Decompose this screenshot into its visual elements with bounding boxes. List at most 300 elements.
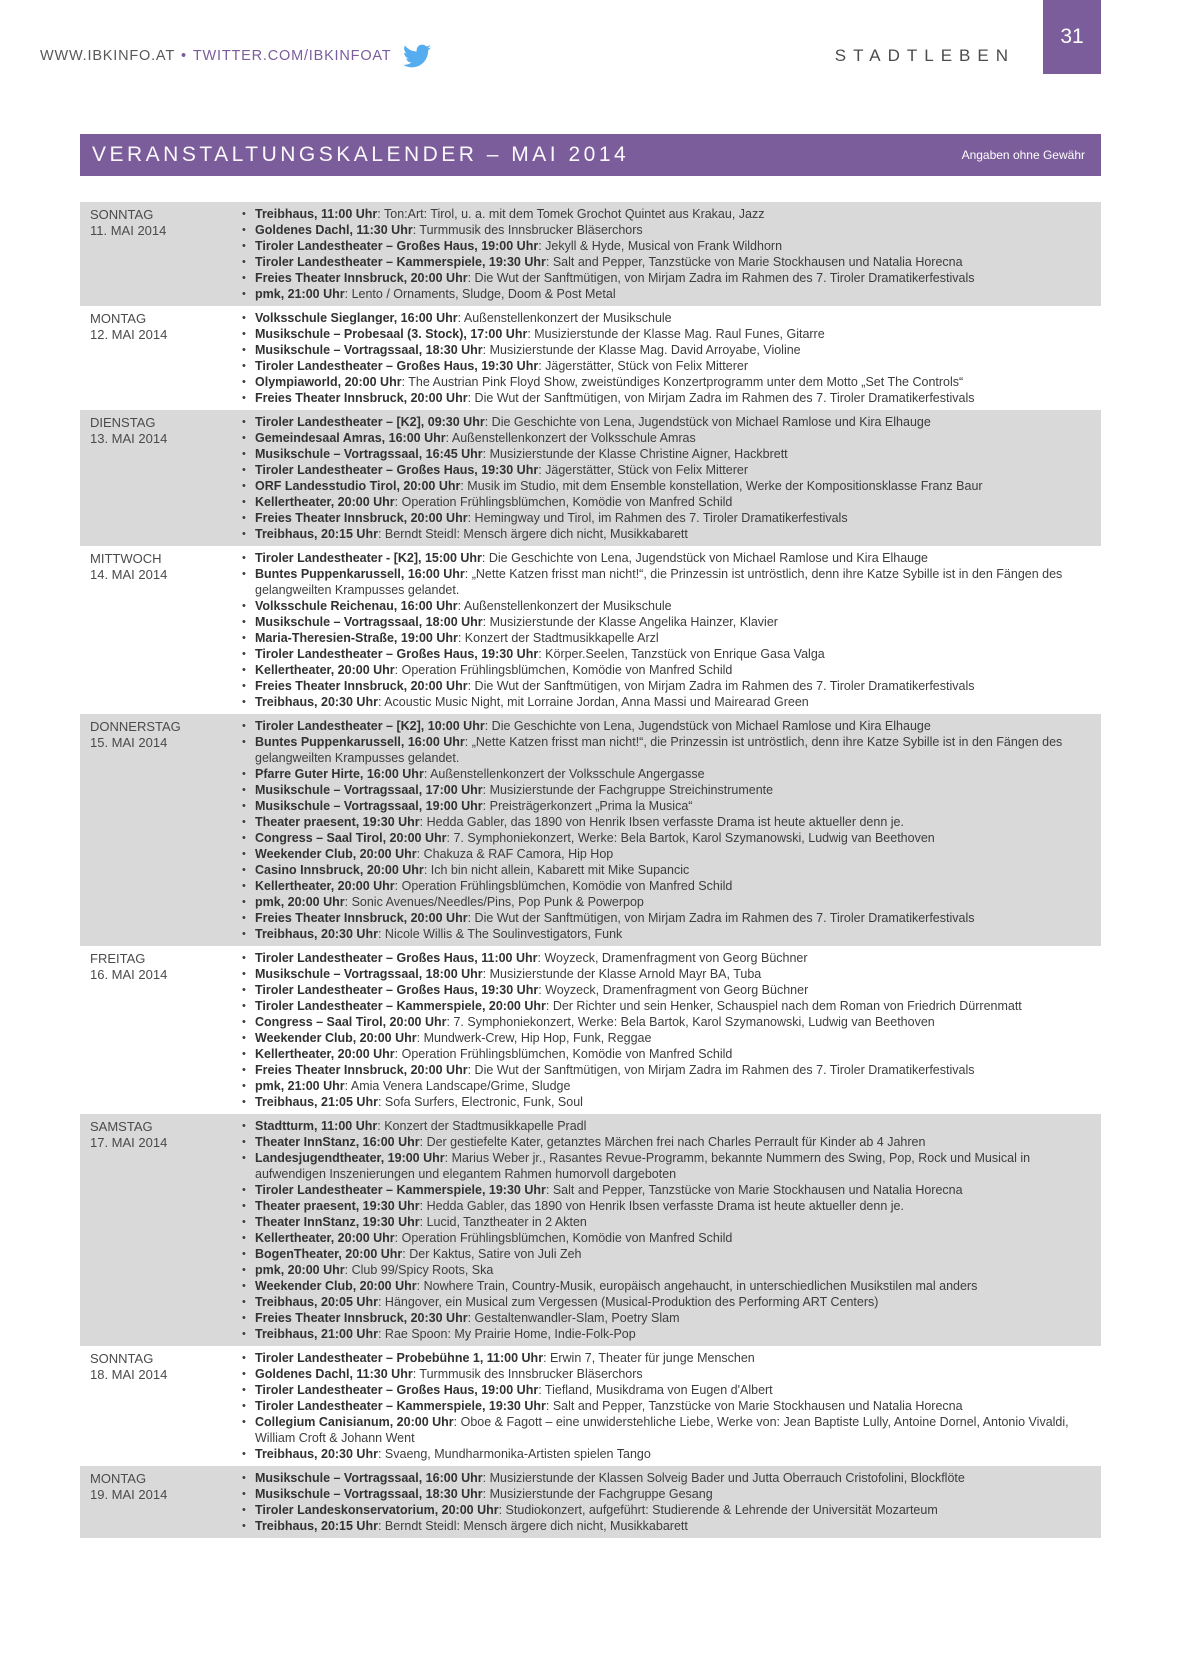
bullet-icon: • bbox=[242, 328, 246, 340]
event-venue-time: Treibhaus, 20:30 Uhr bbox=[255, 695, 378, 709]
event-text: Congress – Saal Tirol, 20:00 Uhr: 7. Symphoniekonzert, Werke: Bela Bartok, Karol Szymanowski, Ludwig van Beethoven bbox=[255, 1015, 935, 1029]
event-venue-time: pmk, 20:00 Uhr bbox=[255, 895, 345, 909]
bullet-icon: • bbox=[242, 912, 246, 924]
day-date: 19. MAI 2014 bbox=[90, 1487, 168, 1502]
day-date: 13. MAI 2014 bbox=[90, 431, 168, 446]
banner-disclaimer: Angaben ohne Gewähr bbox=[961, 148, 1085, 162]
event-text: Musikschule – Vortragssaal, 17:00 Uhr: Musizierstunde der Fachgruppe Streichinstrumente bbox=[255, 783, 774, 797]
day-date: 15. MAI 2014 bbox=[90, 735, 168, 750]
bullet-icon: • bbox=[242, 1488, 246, 1500]
event-text: Freies Theater Innsbruck, 20:00 Uhr: Die Wut der Sanftmütigen, von Mirjam Zadra im Rahmen des 7. Tiroler Dramatikerfestivals bbox=[255, 679, 975, 693]
event-item bbox=[240, 894, 1095, 910]
event-item bbox=[240, 1414, 1095, 1446]
event-text: Tiroler Landestheater – Großes Haus, 19:00 Uhr: Jekyll & Hyde, Musical von Frank Wildhorn bbox=[255, 239, 783, 253]
day-date: 18. MAI 2014 bbox=[90, 1367, 168, 1382]
separator-dot: • bbox=[180, 48, 187, 64]
bullet-icon: • bbox=[242, 1312, 246, 1324]
page-number: 31 bbox=[1043, 0, 1101, 74]
event-text: Tiroler Landestheater – Großes Haus, 11:00 Uhr: Woyzeck, Dramenfragment von Georg Büchner bbox=[255, 951, 808, 965]
event-item bbox=[240, 1094, 1095, 1110]
event-text: pmk, 21:00 Uhr: Amia Venera Landscape/Grime, Sludge bbox=[255, 1079, 571, 1093]
event-item bbox=[240, 614, 1095, 630]
event-item bbox=[240, 1230, 1095, 1246]
bullet-icon: • bbox=[242, 1400, 246, 1412]
bullet-icon: • bbox=[242, 240, 246, 252]
event-item bbox=[240, 1398, 1095, 1414]
day-name: SAMSTAG bbox=[90, 1119, 153, 1134]
event-venue-time: Kellertheater, 20:00 Uhr bbox=[255, 1231, 395, 1245]
event-text: Collegium Canisianum, 20:00 Uhr: Oboe & Fagott – eine unwiderstehliche Liebe, Werke von: Jean Baptiste Lully, Antoine Dornel, Antonio Vivaldi, William Croft & Johann Went bbox=[255, 1415, 1069, 1445]
day-label bbox=[80, 414, 240, 542]
day-name: SONNTAG bbox=[90, 1351, 154, 1366]
event-venue-time: Congress – Saal Tirol, 20:00 Uhr bbox=[255, 831, 447, 845]
day-name: MONTAG bbox=[90, 311, 147, 326]
event-item bbox=[240, 678, 1095, 694]
bullet-icon: • bbox=[242, 632, 246, 644]
event-text: Volksschule Reichenau, 16:00 Uhr: Außenstellenkonzert der Musikschule bbox=[255, 599, 672, 613]
event-item bbox=[240, 1294, 1095, 1310]
event-item bbox=[240, 982, 1095, 998]
event-text: BogenTheater, 20:00 Uhr: Der Kaktus, Satire von Juli Zeh bbox=[255, 1247, 582, 1261]
event-venue-time: Tiroler Landestheater – Probebühne 1, 11:00 Uhr bbox=[255, 1351, 544, 1365]
event-item bbox=[240, 254, 1095, 270]
calendar-rows bbox=[80, 202, 1101, 1538]
event-venue-time: Tiroler Landestheater – Großes Haus, 19:30 Uhr bbox=[255, 463, 539, 477]
event-venue-time: Treibhaus, 20:30 Uhr bbox=[255, 927, 378, 941]
bullet-icon: • bbox=[242, 768, 246, 780]
event-item bbox=[240, 630, 1095, 646]
event-item bbox=[240, 846, 1095, 862]
event-text: Tiroler Landestheater – Kammerspiele, 19:30 Uhr: Salt and Pepper, Tanzstücke von Marie Stockhausen und Natalia Horecna bbox=[255, 1183, 963, 1197]
event-text: Treibhaus, 20:05 Uhr: Hängover, ein Musical zum Vergessen (Musical-Produktion des Performing ART Centers) bbox=[255, 1295, 879, 1309]
bullet-icon: • bbox=[242, 784, 246, 796]
event-item bbox=[240, 1382, 1095, 1398]
event-venue-time: Theater praesent, 19:30 Uhr bbox=[255, 1199, 420, 1213]
event-item bbox=[240, 494, 1095, 510]
bullet-icon: • bbox=[242, 312, 246, 324]
event-item bbox=[240, 694, 1095, 710]
event-text: Maria-Theresien-Straße, 19:00 Uhr: Konzert der Stadtmusikkapelle Arzl bbox=[255, 631, 659, 645]
event-item bbox=[240, 1014, 1095, 1030]
event-text: Olympiaworld, 20:00 Uhr: The Austrian Pink Floyd Show, zweistündiges Konzertprogramm unter dem Motto „Set The Controls“ bbox=[255, 375, 964, 389]
event-item bbox=[240, 1486, 1095, 1502]
bullet-icon: • bbox=[242, 800, 246, 812]
day-name: MONTAG bbox=[90, 1471, 147, 1486]
event-venue-time: Treibhaus, 20:15 Uhr bbox=[255, 527, 378, 541]
day-row bbox=[80, 202, 1101, 306]
bullet-icon: • bbox=[242, 1416, 246, 1428]
event-item bbox=[240, 358, 1095, 374]
event-venue-time: Landesjugendtheater, 19:00 Uhr bbox=[255, 1151, 445, 1165]
bullet-icon: • bbox=[242, 208, 246, 220]
bullet-icon: • bbox=[242, 392, 246, 404]
bullet-icon: • bbox=[242, 480, 246, 492]
event-item bbox=[240, 1062, 1095, 1078]
day-row bbox=[80, 410, 1101, 546]
event-text: Buntes Puppenkarussell, 16:00 Uhr: „Nette Katzen frisst man nicht!“, die Prinzessin ist untröstlich, denn ihre Katze Sybille ist in den Fängen des gelangweilten Krampusses gelandet. bbox=[255, 735, 1063, 765]
event-item bbox=[240, 310, 1095, 326]
bullet-icon: • bbox=[242, 648, 246, 660]
bullet-icon: • bbox=[242, 928, 246, 940]
event-text: Tiroler Landestheater – Kammerspiele, 20:00 Uhr: Der Richter und sein Henker, Schauspiel nach dem Roman von Friedrich Dürrenmatt bbox=[255, 999, 1022, 1013]
event-item bbox=[240, 550, 1095, 566]
bullet-icon: • bbox=[242, 1472, 246, 1484]
event-text: Treibhaus, 20:15 Uhr: Berndt Steidl: Mensch ärgere dich nicht, Musikkabarett bbox=[255, 527, 688, 541]
event-item bbox=[240, 862, 1095, 878]
event-text: Tiroler Landestheater – Kammerspiele, 19:30 Uhr: Salt and Pepper, Tanzstücke von Marie Stockhausen und Natalia Horecna bbox=[255, 1399, 963, 1413]
bullet-icon: • bbox=[242, 1232, 246, 1244]
event-item bbox=[240, 206, 1095, 222]
event-item bbox=[240, 390, 1095, 406]
event-venue-time: Tiroler Landestheater – Kammerspiele, 19:30 Uhr bbox=[255, 1399, 546, 1413]
event-item bbox=[240, 814, 1095, 830]
event-text: Tiroler Landestheater – [K2], 10:00 Uhr: Die Geschichte von Lena, Jugendstück von Michael Ramlose und Kira Elhauge bbox=[255, 719, 931, 733]
event-text: Musikschule – Vortragssaal, 18:00 Uhr: Musizierstunde der Klasse Arnold Mayr BA, Tuba bbox=[255, 967, 762, 981]
event-venue-time: Buntes Puppenkarussell, 16:00 Uhr bbox=[255, 567, 465, 581]
day-date: 11. MAI 2014 bbox=[90, 223, 167, 238]
day-label bbox=[80, 1470, 240, 1534]
event-venue-time: Tiroler Landestheater – Großes Haus, 19:00 Uhr bbox=[255, 1383, 539, 1397]
event-venue-time: Tiroler Landestheater – Kammerspiele, 19:30 Uhr bbox=[255, 255, 546, 269]
event-item bbox=[240, 462, 1095, 478]
event-item bbox=[240, 1502, 1095, 1518]
event-venue-time: Kellertheater, 20:00 Uhr bbox=[255, 879, 395, 893]
bullet-icon: • bbox=[242, 880, 246, 892]
event-venue-time: Congress – Saal Tirol, 20:00 Uhr bbox=[255, 1015, 447, 1029]
bullet-icon: • bbox=[242, 416, 246, 428]
day-row bbox=[80, 1346, 1101, 1466]
event-item bbox=[240, 782, 1095, 798]
event-text: Tiroler Landeskonservatorium, 20:00 Uhr: Studiokonzert, aufgeführt: Studierende & Lehrende der Universität Mozarteum bbox=[255, 1503, 938, 1517]
bullet-icon: • bbox=[242, 968, 246, 980]
bullet-icon: • bbox=[242, 832, 246, 844]
event-venue-time: Tiroler Landestheater – [K2], 10:00 Uhr bbox=[255, 719, 485, 733]
event-venue-time: Treibhaus, 21:05 Uhr bbox=[255, 1095, 378, 1109]
event-item bbox=[240, 662, 1095, 678]
events-list bbox=[240, 550, 1101, 710]
event-venue-time: Gemeindesaal Amras, 16:00 Uhr bbox=[255, 431, 446, 445]
event-venue-time: Theater InnStanz, 19:30 Uhr bbox=[255, 1215, 420, 1229]
event-item bbox=[240, 734, 1095, 766]
day-date: 14. MAI 2014 bbox=[90, 567, 168, 582]
event-item bbox=[240, 1326, 1095, 1342]
event-item bbox=[240, 430, 1095, 446]
event-venue-time: Weekender Club, 20:00 Uhr bbox=[255, 1279, 417, 1293]
day-label bbox=[80, 718, 240, 942]
bullet-icon: • bbox=[242, 1120, 246, 1132]
bullet-icon: • bbox=[242, 1296, 246, 1308]
event-item bbox=[240, 798, 1095, 814]
event-text: Casino Innsbruck, 20:00 Uhr: Ich bin nicht allein, Kabarett mit Mike Supancic bbox=[255, 863, 690, 877]
event-venue-time: Maria-Theresien-Straße, 19:00 Uhr bbox=[255, 631, 458, 645]
bullet-icon: • bbox=[242, 1216, 246, 1228]
bullet-icon: • bbox=[242, 1152, 246, 1164]
bullet-icon: • bbox=[242, 600, 246, 612]
bullet-icon: • bbox=[242, 616, 246, 628]
event-venue-time: Freies Theater Innsbruck, 20:30 Uhr bbox=[255, 1311, 468, 1325]
event-venue-time: Kellertheater, 20:00 Uhr bbox=[255, 1047, 395, 1061]
events-list bbox=[240, 950, 1101, 1110]
event-venue-time: Goldenes Dachl, 11:30 Uhr bbox=[255, 223, 413, 237]
event-venue-time: Tiroler Landestheater - [K2], 15:00 Uhr bbox=[255, 551, 482, 565]
event-venue-time: ORF Landesstudio Tirol, 20:00 Uhr bbox=[255, 479, 461, 493]
bullet-icon: • bbox=[242, 528, 246, 540]
event-venue-time: Tiroler Landestheater – [K2], 09:30 Uhr bbox=[255, 415, 485, 429]
website-url[interactable]: WWW.IBKINFO.AT bbox=[40, 48, 175, 64]
event-venue-time: Tiroler Landestheater – Kammerspiele, 19:30 Uhr bbox=[255, 1183, 546, 1197]
event-item bbox=[240, 718, 1095, 734]
event-text: Freies Theater Innsbruck, 20:00 Uhr: Die Wut der Sanftmütigen, von Mirjam Zadra im Rahmen des 7. Tiroler Dramatikerfestivals bbox=[255, 391, 975, 405]
bullet-icon: • bbox=[242, 984, 246, 996]
event-text: Musikschule – Vortragssaal, 16:00 Uhr: Musizierstunde der Klassen Solveig Bader und Jutta Oberrauch Cristofolini, Blockflöte bbox=[255, 1471, 965, 1485]
event-text: Freies Theater Innsbruck, 20:00 Uhr: Die Wut der Sanftmütigen, von Mirjam Zadra im Rahmen des 7. Tiroler Dramatikerfestivals bbox=[255, 271, 975, 285]
bullet-icon: • bbox=[242, 848, 246, 860]
day-label bbox=[80, 950, 240, 1110]
event-text: Tiroler Landestheater - [K2], 15:00 Uhr: Die Geschichte von Lena, Jugendstück von Michael Ramlose und Kira Elhauge bbox=[255, 551, 929, 565]
event-text: Treibhaus, 20:15 Uhr: Berndt Steidl: Mensch ärgere dich nicht, Musikkabarett bbox=[255, 1519, 688, 1533]
event-venue-time: Volksschule Reichenau, 16:00 Uhr bbox=[255, 599, 458, 613]
events-list bbox=[240, 414, 1101, 542]
bullet-icon: • bbox=[242, 224, 246, 236]
event-venue-time: Tiroler Landestheater – Großes Haus, 11:00 Uhr bbox=[255, 951, 538, 965]
event-venue-time: Freies Theater Innsbruck, 20:00 Uhr bbox=[255, 511, 468, 525]
bullet-icon: • bbox=[242, 496, 246, 508]
event-venue-time: Goldenes Dachl, 11:30 Uhr bbox=[255, 1367, 413, 1381]
event-venue-time: Treibhaus, 20:05 Uhr bbox=[255, 1295, 378, 1309]
event-item bbox=[240, 1182, 1095, 1198]
day-name: DONNERSTAG bbox=[90, 719, 181, 734]
event-text: Treibhaus, 20:30 Uhr: Acoustic Music Night, mit Lorraine Jordan, Anna Massi und Mairearad Green bbox=[255, 695, 809, 709]
event-venue-time: Tiroler Landestheater – Großes Haus, 19:00 Uhr bbox=[255, 239, 539, 253]
event-venue-time: Musikschule – Vortragssaal, 17:00 Uhr bbox=[255, 783, 483, 797]
day-name: SONNTAG bbox=[90, 207, 154, 222]
event-text: Kellertheater, 20:00 Uhr: Operation Frühlingsblümchen, Komödie von Manfred Schild bbox=[255, 663, 733, 677]
event-text: Tiroler Landestheater – Probebühne 1, 11:00 Uhr: Erwin 7, Theater für junge Menschen bbox=[255, 1351, 755, 1365]
event-item bbox=[240, 222, 1095, 238]
events-list bbox=[240, 1470, 1101, 1534]
event-text: Musikschule – Vortragssaal, 16:45 Uhr: Musizierstunde der Klasse Christine Aigner, Hackbrett bbox=[255, 447, 788, 461]
event-item bbox=[240, 1262, 1095, 1278]
bullet-icon: • bbox=[242, 1016, 246, 1028]
day-row bbox=[80, 306, 1101, 410]
day-row bbox=[80, 1466, 1101, 1538]
bullet-icon: • bbox=[242, 1048, 246, 1060]
day-name: DIENSTAG bbox=[90, 415, 156, 430]
event-venue-time: Kellertheater, 20:00 Uhr bbox=[255, 495, 395, 509]
bullet-icon: • bbox=[242, 1520, 246, 1532]
day-name: FREITAG bbox=[90, 951, 146, 966]
event-venue-time: Musikschule – Vortragssaal, 16:00 Uhr bbox=[255, 1471, 483, 1485]
event-text: Treibhaus, 20:30 Uhr: Nicole Willis & The Soulinvestigators, Funk bbox=[255, 927, 623, 941]
event-venue-time: Freies Theater Innsbruck, 20:00 Uhr bbox=[255, 271, 468, 285]
day-row bbox=[80, 714, 1101, 946]
bullet-icon: • bbox=[242, 1368, 246, 1380]
event-venue-time: Musikschule – Vortragssaal, 18:00 Uhr bbox=[255, 615, 483, 629]
event-item bbox=[240, 326, 1095, 342]
event-item bbox=[240, 286, 1095, 302]
event-item bbox=[240, 446, 1095, 462]
event-venue-time: pmk, 20:00 Uhr bbox=[255, 1263, 345, 1277]
event-text: Treibhaus, 21:00 Uhr: Rae Spoon: My Prairie Home, Indie-Folk-Pop bbox=[255, 1327, 636, 1341]
events-list bbox=[240, 1350, 1101, 1462]
day-label bbox=[80, 310, 240, 406]
event-item bbox=[240, 478, 1095, 494]
day-date: 16. MAI 2014 bbox=[90, 967, 168, 982]
event-text: Kellertheater, 20:00 Uhr: Operation Frühlingsblümchen, Komödie von Manfred Schild bbox=[255, 1047, 733, 1061]
twitter-url[interactable]: TWITTER.COM/IBKINFOAT bbox=[192, 48, 392, 64]
event-text: Pfarre Guter Hirte, 16:00 Uhr: Außenstellenkonzert der Volksschule Angergasse bbox=[255, 767, 705, 781]
event-venue-time: Treibhaus, 11:00 Uhr bbox=[255, 207, 378, 221]
event-venue-time: Tiroler Landeskonservatorium, 20:00 Uhr bbox=[255, 1503, 499, 1517]
bullet-icon: • bbox=[242, 1504, 246, 1516]
event-text: Tiroler Landestheater – Großes Haus, 19:30 Uhr: Körper.Seelen, Tanzstück von Enrique Gasa Valga bbox=[255, 647, 825, 661]
event-item bbox=[240, 510, 1095, 526]
event-venue-time: Kellertheater, 20:00 Uhr bbox=[255, 663, 395, 677]
event-text: Goldenes Dachl, 11:30 Uhr: Turmmusik des Innsbrucker Bläserchors bbox=[255, 1367, 643, 1381]
bullet-icon: • bbox=[242, 1448, 246, 1460]
bullet-icon: • bbox=[242, 720, 246, 732]
event-venue-time: Treibhaus, 20:30 Uhr bbox=[255, 1447, 378, 1461]
bullet-icon: • bbox=[242, 344, 246, 356]
event-item bbox=[240, 1246, 1095, 1262]
event-item bbox=[240, 910, 1095, 926]
event-item bbox=[240, 1078, 1095, 1094]
event-text: Theater praesent, 19:30 Uhr: Hedda Gabler, das 1890 von Henrik Ibsen verfasste Drama ist heute aktueller denn je. bbox=[255, 815, 904, 829]
event-text: Treibhaus, 21:05 Uhr: Sofa Surfers, Electronic, Funk, Soul bbox=[255, 1095, 583, 1109]
event-item bbox=[240, 1366, 1095, 1382]
bullet-icon: • bbox=[242, 272, 246, 284]
event-item bbox=[240, 878, 1095, 894]
bullet-icon: • bbox=[242, 1184, 246, 1196]
event-item bbox=[240, 1198, 1095, 1214]
bullet-icon: • bbox=[242, 360, 246, 372]
event-text: Musikschule – Vortragssaal, 18:00 Uhr: Musizierstunde der Klasse Angelika Hainzer, Klavier bbox=[255, 615, 778, 629]
day-label bbox=[80, 206, 240, 302]
day-label bbox=[80, 1118, 240, 1342]
event-text: Treibhaus, 11:00 Uhr: Ton:Art: Tirol, u. a. mit dem Tomek Grochot Quintet aus Krakau, Jazz bbox=[255, 207, 765, 221]
event-venue-time: Pfarre Guter Hirte, 16:00 Uhr bbox=[255, 767, 424, 781]
event-text: Freies Theater Innsbruck, 20:00 Uhr: Die Wut der Sanftmütigen, von Mirjam Zadra im Rahmen des 7. Tiroler Dramatikerfestivals bbox=[255, 911, 975, 925]
bullet-icon: • bbox=[242, 512, 246, 524]
event-item bbox=[240, 950, 1095, 966]
event-item bbox=[240, 926, 1095, 942]
event-venue-time: Tiroler Landestheater – Großes Haus, 19:30 Uhr bbox=[255, 359, 539, 373]
event-text: Goldenes Dachl, 11:30 Uhr: Turmmusik des Innsbrucker Bläserchors bbox=[255, 223, 643, 237]
event-venue-time: Freies Theater Innsbruck, 20:00 Uhr bbox=[255, 679, 468, 693]
event-venue-time: Stadtturm, 11:00 Uhr bbox=[255, 1119, 378, 1133]
event-item bbox=[240, 766, 1095, 782]
event-text: Buntes Puppenkarussell, 16:00 Uhr: „Nette Katzen frisst man nicht!“, die Prinzessin ist untröstlich, denn ihre Katze Sybille ist in den Fängen des gelangweilten Krampusses gelandet. bbox=[255, 567, 1063, 597]
event-item bbox=[240, 1350, 1095, 1366]
section-title: STADTLEBEN bbox=[834, 46, 1015, 65]
bullet-icon: • bbox=[242, 1136, 246, 1148]
bullet-icon: • bbox=[242, 1264, 246, 1276]
bullet-icon: • bbox=[242, 376, 246, 388]
event-venue-time: BogenTheater, 20:00 Uhr bbox=[255, 1247, 403, 1261]
event-venue-time: Casino Innsbruck, 20:00 Uhr bbox=[255, 863, 424, 877]
bullet-icon: • bbox=[242, 1080, 246, 1092]
bullet-icon: • bbox=[242, 1000, 246, 1012]
bullet-icon: • bbox=[242, 448, 246, 460]
event-venue-time: Weekender Club, 20:00 Uhr bbox=[255, 847, 417, 861]
event-venue-time: pmk, 21:00 Uhr bbox=[255, 1079, 345, 1093]
event-item bbox=[240, 1470, 1095, 1486]
event-text: Stadtturm, 11:00 Uhr: Konzert der Stadtmusikkapelle Pradl bbox=[255, 1119, 587, 1133]
day-date: 12. MAI 2014 bbox=[90, 327, 168, 342]
event-item bbox=[240, 998, 1095, 1014]
event-text: Weekender Club, 20:00 Uhr: Chakuza & RAF Camora, Hip Hop bbox=[255, 847, 614, 861]
event-text: Tiroler Landestheater – Kammerspiele, 19:30 Uhr: Salt and Pepper, Tanzstücke von Marie Stockhausen und Natalia Horecna bbox=[255, 255, 963, 269]
day-date: 17. MAI 2014 bbox=[90, 1135, 168, 1150]
event-item bbox=[240, 598, 1095, 614]
event-item bbox=[240, 1310, 1095, 1326]
event-text: Gemeindesaal Amras, 16:00 Uhr: Außenstellenkonzert der Volksschule Amras bbox=[255, 431, 696, 445]
event-text: Landesjugendtheater, 19:00 Uhr: Marius Weber jr., Rasantes Revue-Programm, bekannte Nummern des Swing, Pop, Rock und Musical in aufwendigen Inszenierungen und elegantem Rahmen humorvoll dargeboten bbox=[255, 1151, 1031, 1181]
event-venue-time: Weekender Club, 20:00 Uhr bbox=[255, 1031, 417, 1045]
event-text: Theater praesent, 19:30 Uhr: Hedda Gabler, das 1890 von Henrik Ibsen verfasste Drama ist heute aktueller denn je. bbox=[255, 1199, 904, 1213]
bullet-icon: • bbox=[242, 552, 246, 564]
bullet-icon: • bbox=[242, 432, 246, 444]
event-item bbox=[240, 1030, 1095, 1046]
event-venue-time: Musikschule – Vortragssaal, 18:30 Uhr bbox=[255, 343, 483, 357]
day-label bbox=[80, 550, 240, 710]
event-venue-time: Freies Theater Innsbruck, 20:00 Uhr bbox=[255, 911, 468, 925]
event-item bbox=[240, 646, 1095, 662]
day-row bbox=[80, 546, 1101, 714]
bullet-icon: • bbox=[242, 1384, 246, 1396]
bullet-icon: • bbox=[242, 896, 246, 908]
event-text: Weekender Club, 20:00 Uhr: Mundwerk-Crew, Hip Hop, Funk, Reggae bbox=[255, 1031, 652, 1045]
event-item bbox=[240, 374, 1095, 390]
day-row bbox=[80, 946, 1101, 1114]
event-item bbox=[240, 342, 1095, 358]
header-urls bbox=[40, 42, 431, 70]
bullet-icon: • bbox=[242, 680, 246, 692]
event-venue-time: Olympiaworld, 20:00 Uhr bbox=[255, 375, 402, 389]
event-venue-time: Theater InnStanz, 16:00 Uhr bbox=[255, 1135, 420, 1149]
event-venue-time: pmk, 21:00 Uhr bbox=[255, 287, 345, 301]
event-venue-time: Collegium Canisianum, 20:00 Uhr bbox=[255, 1415, 454, 1429]
banner-title: VERANSTALTUNGSKALENDER – MAI 2014 bbox=[92, 143, 630, 166]
event-venue-time: Musikschule – Probesaal (3. Stock), 17:00 Uhr bbox=[255, 327, 528, 341]
event-item bbox=[240, 830, 1095, 846]
bullet-icon: • bbox=[242, 736, 246, 748]
event-text: Freies Theater Innsbruck, 20:30 Uhr: Gestaltenwandler-Slam, Poetry Slam bbox=[255, 1311, 680, 1325]
event-item bbox=[240, 1118, 1095, 1134]
event-item bbox=[240, 526, 1095, 542]
event-item bbox=[240, 1046, 1095, 1062]
events-list bbox=[240, 310, 1101, 406]
event-venue-time: Musikschule – Vortragssaal, 19:00 Uhr bbox=[255, 799, 483, 813]
event-text: Volksschule Sieglanger, 16:00 Uhr: Außenstellenkonzert der Musikschule bbox=[255, 311, 672, 325]
event-venue-time: Buntes Puppenkarussell, 16:00 Uhr bbox=[255, 735, 465, 749]
twitter-icon bbox=[403, 42, 431, 70]
event-item bbox=[240, 1446, 1095, 1462]
bullet-icon: • bbox=[242, 1032, 246, 1044]
event-venue-time: Tiroler Landestheater – Kammerspiele, 20:00 Uhr bbox=[255, 999, 546, 1013]
event-item bbox=[240, 1214, 1095, 1230]
bullet-icon: • bbox=[242, 1064, 246, 1076]
bullet-icon: • bbox=[242, 864, 246, 876]
bullet-icon: • bbox=[242, 568, 246, 580]
events-list bbox=[240, 718, 1101, 942]
bullet-icon: • bbox=[242, 696, 246, 708]
event-text: Tiroler Landestheater – Großes Haus, 19:30 Uhr: Jägerstätter, Stück von Felix Mitterer bbox=[255, 359, 748, 373]
event-venue-time: Treibhaus, 21:00 Uhr bbox=[255, 1327, 378, 1341]
event-text: Tiroler Landestheater – Großes Haus, 19:00 Uhr: Tiefland, Musikdrama von Eugen d'Albert bbox=[255, 1383, 773, 1397]
event-item bbox=[240, 566, 1095, 598]
events-list bbox=[240, 1118, 1101, 1342]
